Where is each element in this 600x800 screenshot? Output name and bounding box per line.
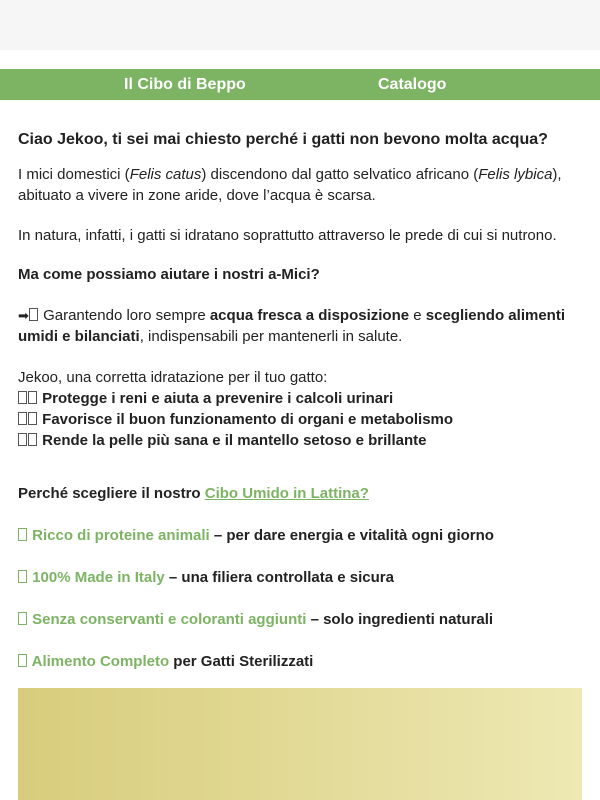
feature-icon (18, 654, 27, 667)
check-icon (28, 412, 37, 425)
feature-item: 100% Made in Italy – una filiera controllata e sicura (18, 567, 582, 588)
nature-paragraph: In natura, infatti, i gatti si idratano soprattutto attraverso le prede di cui si nutrono. (18, 227, 557, 244)
arrow-modifier-icon (29, 308, 38, 321)
canned-food-link[interactable]: Cibo Umido in Lattina? (204, 485, 369, 502)
answer-paragraph: ➡ Garantendo loro sempre acqua fresca a disposizione e scegliendo alimenti umidi e bilanciati, indispensabili per mantenerli in salute. (18, 307, 565, 345)
nav-bar (0, 69, 600, 100)
check-icon (18, 412, 27, 425)
benefit-item: Rende la pelle più sana e il mantello setoso e brillante (18, 430, 582, 451)
feature-icon (18, 612, 27, 625)
check-icon (18, 391, 27, 404)
top-band (0, 0, 600, 50)
why-heading: Perché scegliere il nostro Cibo Umido in Lattina? (18, 485, 369, 502)
check-icon (28, 433, 37, 446)
benefit-item: Protegge i reni e aiuta a prevenire i calcoli urinari (18, 388, 582, 409)
greeting-heading: Ciao Jekoo, ti sei mai chiesto perché i gatti non bevono molta acqua? (18, 131, 548, 148)
question-heading: Ma come possiamo aiutare i nostri a-Mici? (18, 266, 320, 283)
benefits-intro: Jekoo, una corretta idratazione per il tuo gatto: (18, 369, 328, 386)
feature-item: Alimento Completo per Gatti Sterilizzati (18, 651, 582, 672)
feature-icon (18, 570, 27, 583)
feature-item: Senza conservanti e coloranti aggiunti – solo ingredienti naturali (18, 609, 582, 630)
intro-paragraph: I mici domestici (Felis catus) discendono dal gatto selvatico africano (Felis lybica), abituato a vivere in zone aride, dove l’acqua è scarsa. (18, 166, 562, 204)
hero-image (18, 688, 582, 800)
right-arrow-icon: ➡ (18, 308, 29, 323)
nav-catalog-link[interactable]: Catalogo (378, 76, 447, 93)
feature-icon (18, 528, 27, 541)
check-icon (18, 433, 27, 446)
check-icon (28, 391, 37, 404)
benefit-item: Favorisce il buon funzionamento di organi e metabolismo (18, 409, 582, 430)
nav-brand-link[interactable]: Il Cibo di Beppo (124, 76, 246, 93)
feature-item: Ricco di proteine animali – per dare energia e vitalità ogni giorno (18, 525, 582, 546)
